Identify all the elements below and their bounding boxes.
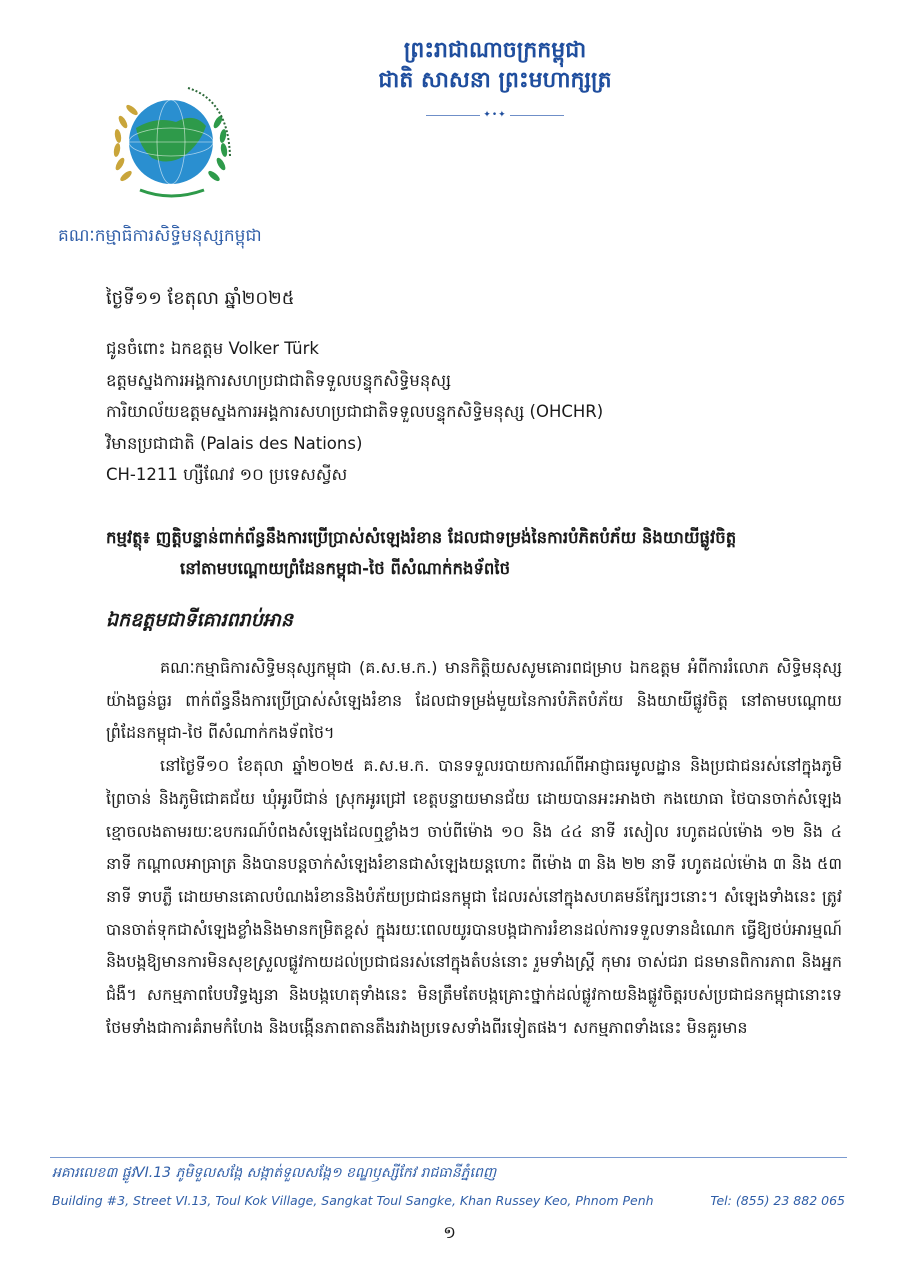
recipient-line: ជូនចំពោះ ឯកឧត្ដម Volker Türk: [106, 339, 319, 358]
salutation: ឯកឧត្ដមជាទីគោរពរាប់អាន: [106, 609, 293, 631]
kingdom-title: ព្រះរាជាណាចក្រកម្ពុជា: [403, 38, 587, 63]
subject-line: កម្មវត្ថុ៖ ញត្តិបន្ទាន់ពាក់ព័ន្ធនឹងការប្រើប្រាស់សំឡេងរំខាន ដែលជាទម្រង់នៃការបំភិតបំភ័យ និងយាយីផ្លូវចិត្ត: [106, 528, 737, 547]
kingdom-header: [330, 36, 660, 120]
footer-telephone: Tel: (855) 23 882 065: [710, 1193, 845, 1208]
globe-laurel-logo: [96, 66, 256, 214]
organization-name: គណៈកម្មាធិការសិទ្ធិមនុស្សកម្ពុជា: [58, 226, 262, 246]
recipient-line: វិមានប្រជាជាតិ (Palais des Nations): [106, 433, 363, 453]
letter-body: [106, 652, 842, 1044]
footer-address-english: Building #3, Street VI.13, Toul Kok Village, Sangkat Toul Sangke, Khan Russey Keo, Phnom Penh: [52, 1193, 654, 1208]
footer-address-khmer: អគារលេខ៣ ផ្លូវVI.13 ភូមិទួលសង្កែ សង្កាត់ទួលសង្កែ១ ខណ្ឌឫស្សីកែវ រាជធានីភ្នំពេញ: [52, 1165, 497, 1181]
paragraph: នៅថ្ងៃទី១០ ខែតុលា ឆ្នាំ២០២៥ គ.ស.ម.ក. បានទទួលរបាយការណ៍ពីអាជ្ញាធរមូលដ្ឋាន និងប្រជាជនរស់នៅក្នុងភូមិព្រៃចាន់ និងភូមិជោគជ័យ ឃុំអូរបីជាន់ ស្រុកអូរជ្រៅ ខេត្តបន្ទាយមានជ័យ ដោយបានអះអាងថា កងយោធា ថៃបានចាក់សំឡេងខ្មោចលងតាមរយៈឧបករណ៍បំពងសំឡេងដែលឮខ្លាំងៗ ចាប់ពីម៉ោង ១០ និង ៤៤ នាទី រសៀល រហូតដល់ម៉ោង ១២ និង ៤ នាទី កណ្ដាលអាធ្រាត្រ និងបានបន្តចាក់សំឡេងរំខានជាសំឡេងយន្តហោះ ពីម៉ោង ៣ និង ២២ នាទី រហូតដល់ម៉ោង ៣ និង ៥៣ នាទី ទាបភ្លឺ ដោយមានគោលបំណងរំខាននិងបំភ័យប្រជាជនកម្ពុជា ដែលរស់នៅក្នុងសហគមន៍ក្បែរៗនោះ។ សំឡេងទាំងនេះ ត្រូវបានចាត់ទុកជាសំឡេងខ្លាំងនិងមានកម្រិតខ្ពស់ ក្នុងរយៈពេលយូរបានបង្កជាការរំខានដល់ការទទួលទានដំណេក ធ្វើឱ្យថប់អារម្មណ៍ និងបង្កឱ្យមានការមិនសុខស្រួលផ្លូវកាយដល់ប្រជាជនរស់នៅក្នុងតំបន់នោះ រួមទាំងស្ត្រី កុមារ ចាស់ជរា ជនមានពិការភាព និងអ្នកជំងឺ។ សកម្មភាពបែបវិទ្ធង្សនា និងបង្កហេតុទាំងនេះ មិនត្រឹមតែបង្កគ្រោះថ្នាក់ដល់ផ្លូវកាយនិងផ្លូវចិត្តរបស់ប្រជាជនកម្ពុជានោះទេ ថែមទាំងជាការគំរាមកំហែង និងបង្កើនភាពតានតឹងរវាងប្រទេសទាំងពីរទៀតផង។ សកម្មភាពទាំងនេះ មិនគួរមាន: [106, 756, 842, 1037]
recipient-block: [106, 333, 826, 491]
subject-block: [106, 522, 846, 584]
recipient-line: ឧត្ដមស្នងការអង្គការសហប្រជាជាតិទទួលបន្ទុកសិទ្ធិមនុស្ស: [106, 370, 451, 390]
recipient-line: CH-1211 ហ្សឺណែវ ១០ ប្រទេសស្វីស: [106, 465, 348, 484]
letter-date: ថ្ងៃទី១១ ខែតុលា ឆ្នាំ២០២៥: [106, 288, 295, 309]
kingdom-motto: ជាតិ សាសនា ព្រះមហាក្សត្រ: [378, 68, 612, 93]
recipient-line: ការិយាល័យឧត្ដមស្នងការអង្គការសហប្រជាជាតិទទួលបន្ទុកសិទ្ធិមនុស្ស (OHCHR): [106, 402, 604, 421]
footer-divider: [50, 1157, 847, 1158]
paragraph: គណៈកម្មាធិការសិទ្ធិមនុស្សកម្ពុជា (គ.ស.ម.ក.) មានកិត្តិយសសូមគោរពជម្រាប ឯកឧត្ដម អំពីការរំលោភ សិទ្ធិមនុស្សយ៉ាងធ្ងន់ធ្ងរ ពាក់ព័ន្ធនឹងការប្រើប្រាស់សំឡេងរំខាន ដែលជាទម្រង់មួយនៃការបំភិតបំភ័យ និងយាយីផ្លូវចិត្ត នៅតាមបណ្ដោយព្រំដែនកម្ពុជា-ថៃ ពីសំណាក់កងទ័ពថៃ។: [106, 658, 842, 743]
page-number: ១: [443, 1223, 456, 1243]
ornament-divider: ✦•✦: [330, 110, 660, 120]
subject-line: នៅតាមបណ្ដោយព្រំដែនកម្ពុជា-ថៃ ពីសំណាក់កងទ័ពថៃ: [180, 559, 511, 578]
